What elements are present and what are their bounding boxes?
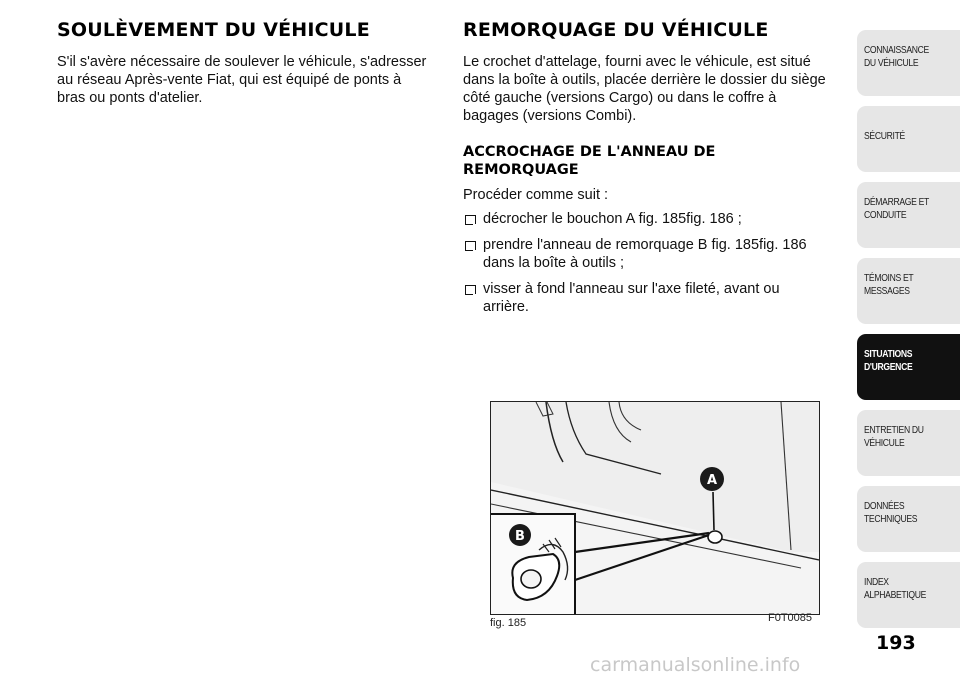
tab-label: DONNÉES: [864, 500, 905, 512]
left-body-line: au réseau Après-vente Fiat, qui est équipé de ponts à: [57, 72, 402, 88]
tab-label: VÉHICULE: [864, 437, 905, 449]
label-a: A: [706, 473, 718, 488]
tab-label: INDEX: [864, 576, 889, 588]
tab-demarrage-et-conduite[interactable]: [857, 182, 960, 248]
tab-label: CONNAISSANCE: [864, 44, 929, 56]
intro-line: côté gauche (versions Cargo) ou dans le coffre à: [463, 90, 777, 106]
step-text: dans la boîte à outils ;: [483, 255, 625, 271]
step-item: [463, 210, 833, 228]
left-body-line: bras ou ponts d'atelier.: [57, 90, 203, 106]
tab-index-alphabetique[interactable]: [857, 562, 960, 628]
tab-label: ALPHABETIQUE: [864, 589, 927, 601]
tab-situations-d-urgence[interactable]: [857, 334, 960, 400]
checkbox-bullet-icon: [465, 241, 473, 251]
tab-entretien-du-vehicule[interactable]: [857, 410, 960, 476]
figure-code: F0T0085: [768, 612, 813, 624]
tab-label: SÉCURITÉ: [864, 130, 905, 142]
step-item: [463, 236, 833, 272]
watermark: carmanualsonline.info: [590, 654, 801, 676]
towing-illustration: [491, 402, 819, 614]
step-text: visser à fond l'anneau sur l'axe fileté, avant ou: [483, 281, 780, 297]
tab-securite[interactable]: [857, 106, 960, 172]
intro-line: dans la boîte à outils, placée derrière le dossier du siège: [463, 72, 826, 88]
tab-temoins-et-messages[interactable]: [857, 258, 960, 324]
tab-label: D'URGENCE: [864, 361, 913, 373]
step-item: [463, 280, 833, 316]
tab-label: TÉMOINS ET: [864, 272, 914, 284]
figure-185: [490, 401, 820, 615]
step-text: décrocher le bouchon A fig. 185fig. 186 ;: [483, 211, 742, 227]
intro-line: Le crochet d'attelage, fourni avec le véhicule, est situé: [463, 54, 811, 70]
tab-label: SITUATIONS: [864, 348, 913, 360]
tab-label: MESSAGES: [864, 285, 910, 297]
left-body-line: S'il s'avère nécessaire de soulever le véhicule, s'adresser: [57, 54, 427, 70]
tab-label: TECHNIQUES: [864, 513, 918, 525]
step-text: prendre l'anneau de remorquage B fig. 185fig. 186: [483, 237, 807, 253]
page-number: 193: [876, 632, 916, 654]
tab-label: CONDUITE: [864, 209, 907, 221]
tab-connaissance-du-vehicule[interactable]: [857, 30, 960, 96]
procedure-intro: Procéder comme suit :: [463, 187, 609, 203]
figure-caption: fig. 185: [490, 617, 527, 629]
checkbox-bullet-icon: [465, 215, 473, 225]
checkbox-bullet-icon: [465, 285, 473, 295]
subsection-title: ACCROCHAGE DE L'ANNEAU DE: [463, 144, 716, 160]
intro-line: bagages (versions Combi).: [463, 108, 637, 124]
subsection-title: REMORQUAGE: [463, 162, 579, 178]
procedure-steps: [463, 210, 833, 324]
left-section-title: SOULÈVEMENT DU VÉHICULE: [57, 19, 370, 41]
label-b: B: [515, 529, 525, 544]
right-section-title: REMORQUAGE DU VÉHICULE: [463, 19, 769, 41]
tab-label: DU VÉHICULE: [864, 57, 919, 69]
tab-label: DÉMARRAGE ET: [864, 196, 929, 208]
step-text: arrière.: [483, 299, 529, 315]
tab-donnees-techniques[interactable]: [857, 486, 960, 552]
tab-label: ENTRETIEN DU: [864, 424, 924, 436]
